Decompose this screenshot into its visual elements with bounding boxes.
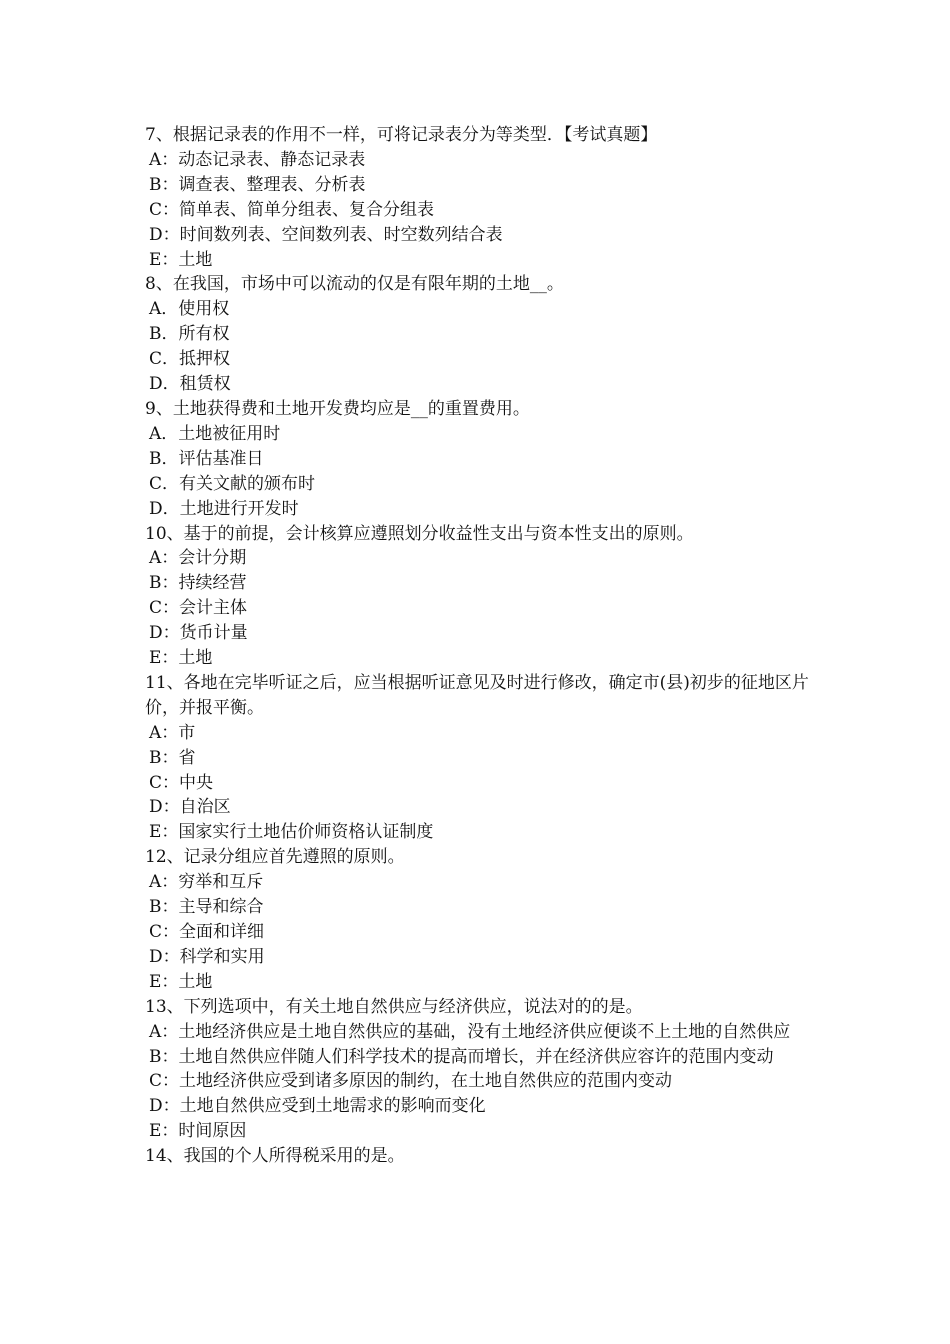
option-b: B：土地自然供应伴随人们科学技术的提高而增长，并在经济供应容许的范围内变动 — [149, 1046, 774, 1067]
option-b: B：持续经营 — [149, 573, 247, 594]
document-page — [145, 123, 813, 1169]
option-a: A．土地被征用时 — [149, 423, 281, 444]
option-a: A：土地经济供应是土地自然供应的基础，没有土地经济供应便谈不上土地的自然供应 — [149, 1021, 791, 1042]
question-9 — [145, 397, 813, 522]
question-10 — [145, 522, 813, 671]
option-d: D：货币计量 — [149, 623, 248, 644]
option-e: E：国家实行土地估价师资格认证制度 — [149, 822, 434, 843]
option-c: C：会计主体 — [149, 598, 248, 619]
question-stem: 14、我国的个人所得税采用的是。 — [145, 1146, 405, 1167]
question-8 — [145, 272, 813, 397]
option-c: C．抵押权 — [149, 349, 231, 370]
option-c: C．有关文献的颁布时 — [149, 473, 316, 494]
option-b: B：调查表、整理表、分析表 — [149, 174, 366, 195]
option-a: A：动态记录表、静态记录表 — [149, 149, 366, 170]
question-stem: 12、记录分组应首先遵照的原则。 — [145, 847, 405, 868]
option-d: D：时间数列表、空间数列表、时空数列结合表 — [149, 224, 503, 245]
option-d: D．租赁权 — [149, 374, 231, 395]
option-d: D：科学和实用 — [149, 946, 265, 967]
question-7 — [145, 123, 813, 272]
option-e: E：时间原因 — [149, 1121, 247, 1142]
option-b: B：主导和综合 — [149, 897, 264, 918]
option-c: C：简单表、简单分组表、复合分组表 — [149, 199, 435, 220]
option-b: B．所有权 — [149, 324, 230, 345]
option-c: C：全面和详细 — [149, 922, 265, 942]
option-e: E：土地 — [149, 971, 213, 992]
question-11 — [145, 671, 813, 845]
option-a: A．使用权 — [149, 299, 230, 320]
question-stem: 10、基于的前提，会计核算应遵照划分收益性支出与资本性支出的原则。 — [145, 523, 694, 544]
option-c: C：土地经济供应受到诸多原因的制约，在土地自然供应的范围内变动 — [149, 1071, 673, 1092]
option-b: B：省 — [149, 747, 196, 768]
question-13 — [145, 995, 813, 1144]
question-12 — [145, 845, 813, 994]
option-c: C：中央 — [149, 772, 214, 793]
option-a: A：市 — [149, 722, 196, 743]
question-14 — [145, 1144, 813, 1169]
question-stem: 7、根据记录表的作用不一样，可将记录表分为等类型．【考试真题】 — [145, 125, 658, 145]
question-stem: 11、各地在完毕听证之后，应当根据听证意见及时进行修改，确定市(县)初步的征地区片价，并报平衡。 — [145, 672, 809, 718]
question-stem: 8、在我国，市场中可以流动的仅是有限年期的土地__。 — [145, 274, 564, 295]
option-d: D：土地自然供应受到土地需求的影响而变化 — [149, 1096, 486, 1117]
option-a: A：穷举和互斥 — [149, 872, 264, 893]
question-stem: 13、下列选项中，有关土地自然供应与经济供应，说法对的的是。 — [145, 996, 643, 1017]
question-stem: 9、土地获得费和土地开发费均应是__的重置费用。 — [145, 398, 530, 419]
option-a: A：会计分期 — [149, 548, 247, 569]
option-e: E：土地 — [149, 648, 213, 669]
option-b: B．评估基准日 — [149, 448, 264, 469]
option-d: D．土地进行开发时 — [149, 498, 299, 519]
option-e: E：土地 — [149, 249, 213, 270]
option-d: D：自治区 — [149, 797, 231, 818]
